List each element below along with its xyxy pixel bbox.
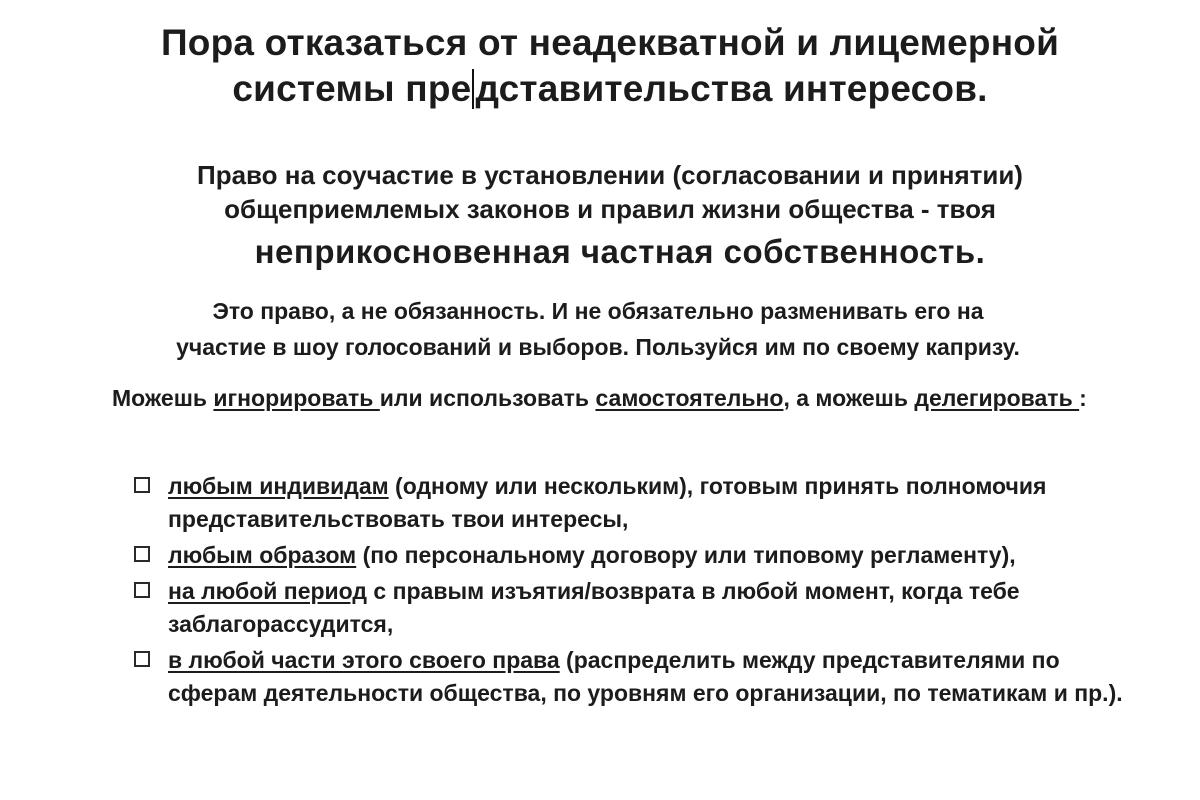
checkbox-icon[interactable]	[134, 582, 150, 598]
list-item	[130, 575, 1150, 641]
title-line-2-end: дставительства интересов.	[475, 68, 988, 109]
intro-line-1: Право на соучастие в установлении (согласовании и принятии)	[197, 160, 1023, 190]
options-text-2: или использовать	[379, 385, 596, 411]
option-text: (распределить между представителями по сферам деятельности общества, по уровням его организации, по тематикам и пр.).	[168, 647, 1123, 706]
title-line-2-start: системы пре	[232, 68, 472, 109]
delegate-term: делегировать	[914, 385, 1080, 411]
checkbox-icon[interactable]	[134, 477, 150, 493]
options-text-3: , а можешь	[783, 385, 915, 411]
option-underlined: любым индивидам	[168, 473, 389, 499]
title-line-1: Пора отказаться от неадекватной и лицемерной	[160, 22, 1060, 63]
options-text-4: :	[1079, 385, 1087, 411]
ignore-term: игнорировать	[213, 385, 380, 411]
option-text: с правым изъятия/возврата в любой момент, когда тебе заблагорассудится,	[168, 578, 1020, 637]
checkbox-icon[interactable]	[134, 546, 150, 562]
option-underlined: на любой период	[168, 578, 368, 604]
option-text: (одному или нескольким), готовым принять полномочия представительствовать твои интересы,	[168, 473, 1047, 532]
checkbox-icon[interactable]	[134, 651, 150, 667]
list-item	[130, 470, 1150, 536]
option-text: (по персональному договору или типовому регламенту),	[356, 542, 1016, 568]
list-item	[130, 539, 1150, 572]
intro-line-2: общеприемлемых законов и правил жизни общества - твоя	[224, 194, 996, 224]
options-paragraph	[44, 380, 1124, 416]
option-underlined: любым образом	[168, 542, 357, 568]
rights-line-2: участие в шоу голосований и выборов. Пользуйся им по своему капризу.	[176, 334, 1020, 360]
intro-paragraph	[60, 158, 1160, 226]
delegation-options-list	[130, 470, 1150, 713]
list-item	[130, 644, 1150, 710]
self-term: самостоятельно	[595, 385, 784, 411]
rights-line-1: Это право, а не обязанность. И не обязательно разменивать его на	[212, 298, 984, 324]
document-title	[40, 20, 1180, 112]
emphasis-heading: неприкосновенная частная собственность.	[254, 233, 986, 270]
options-text-1: Можешь	[112, 385, 214, 411]
rights-paragraph	[48, 293, 1148, 365]
option-underlined: в любой части этого своего права	[168, 647, 560, 673]
